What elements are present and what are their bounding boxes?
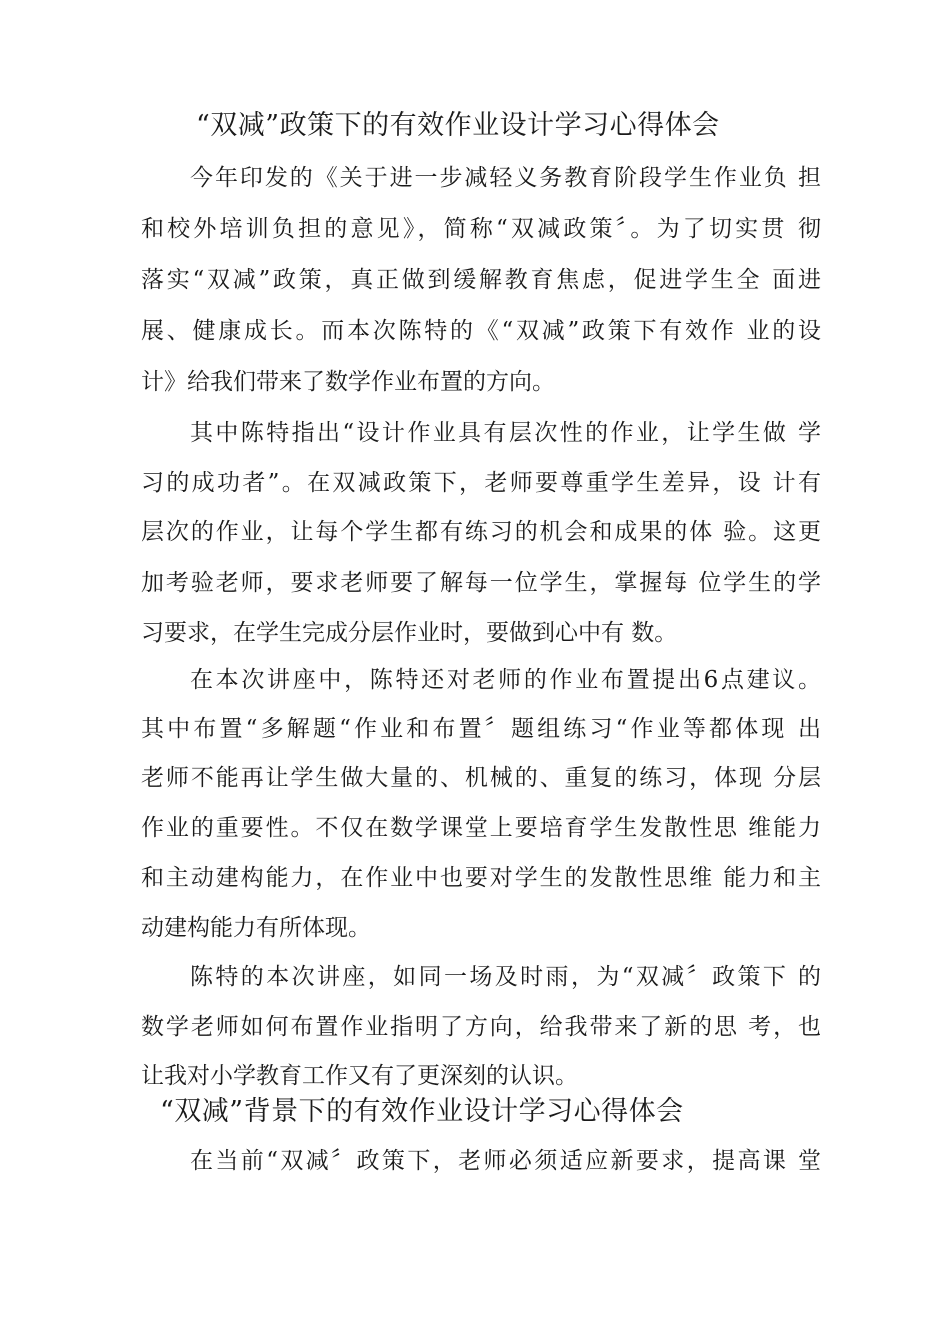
text-line: 落实“双减”政策，真正做到缓解教育焦虑，促进学生全 面进 — [141, 267, 821, 293]
text-line: 动建构能力有所体现。 — [141, 915, 371, 941]
text-line: 其中布置“多解题“作业和布置〞题组练习“作业等都体现 出 — [141, 716, 821, 742]
text-line: 习的成功者”。在双减政策下，老师要尊重学生差异，设 计有 — [141, 470, 821, 496]
text-line: 陈特的本次讲座，如同一场及时雨，为“双减〞政策下 的 — [190, 964, 821, 990]
text-line: 今年印发的《关于进一步减轻义务教育阶段学生作业负 担 — [190, 165, 821, 191]
text-line: 让我对小学教育工作又有了更深刻的认识。 — [141, 1063, 578, 1089]
document-title: “双减”政策下的有效作业设计学习心得体会 — [196, 110, 720, 141]
text-line: 和主动建构能力，在作业中也要对学生的发散性思维 能力和主 — [141, 865, 821, 891]
section-title: “双减”背景下的有效作业设计学习心得体会 — [160, 1096, 684, 1127]
text-line: 加考验老师，要求老师要了解每一位学生，掌握每 位学生的学 — [141, 570, 821, 596]
text-line: 展、健康成长。而本次陈特的《“双减”政策下有效作 业的设 — [141, 318, 821, 344]
text-line: 老师不能再让学生做大量的、机械的、重复的练习，体现 分层 — [141, 765, 821, 791]
text-line: 计》给我们带来了数学作业布置的方向。 — [141, 369, 555, 395]
text-line: 在当前“双减〞政策下，老师必须适应新要求，提高课 堂 — [190, 1148, 821, 1174]
text-line: 其中陈特指出“设计作业具有层次性的作业，让学生做 学 — [190, 420, 821, 446]
text-line: 在本次讲座中，陈特还对老师的作业布置提出6点建议。 — [190, 667, 821, 693]
text-line: 习要求，在学生完成分层作业时，要做到心中有 数。 — [141, 620, 678, 646]
text-line: 数学老师如何布置作业指明了方向，给我带来了新的思 考，也 — [141, 1014, 821, 1040]
text-line: 和校外培训负担的意见》，简称“双减政策〞。为了切实贯 彻 — [141, 216, 821, 242]
text-line: 作业的重要性。不仅在数学课堂上要培育学生发散性思 维能力 — [141, 815, 821, 841]
text-line: 层次的作业，让每个学生都有练习的机会和成果的体 验。这更 — [141, 519, 821, 545]
